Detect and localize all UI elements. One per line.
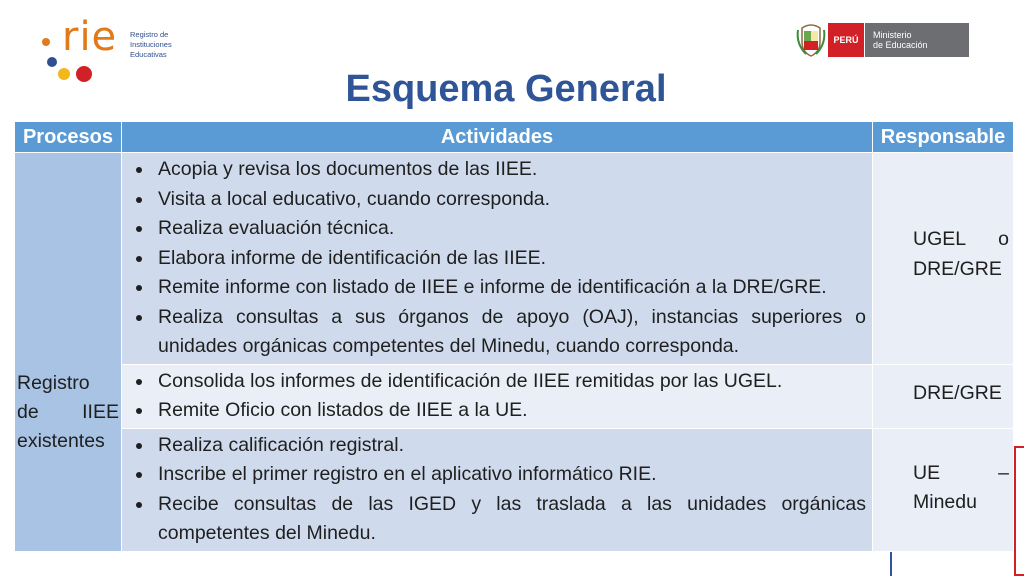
list-item: • Remite Oficio con listados de IIEE a la UE. <box>154 396 866 426</box>
rie-logo-text: rie <box>62 14 118 60</box>
responsible-cell <box>873 428 1014 551</box>
activities-cell <box>122 428 873 551</box>
responsible-line: DRE/GRE <box>913 257 1002 280</box>
process-line: Registro <box>17 372 90 395</box>
activities-cell <box>122 364 873 428</box>
list-item: • Remite informe con listado de IIEE e informe de identificación a la DRE/GRE. <box>154 273 866 303</box>
process-table <box>14 121 1014 552</box>
activities-cell <box>122 153 873 365</box>
table-header-row <box>15 122 1014 153</box>
table-row <box>15 364 1014 428</box>
responsible-line: UE – <box>913 461 1009 484</box>
peru-badge: PERÚ <box>828 23 864 57</box>
ministry-name: Ministerio de Educación <box>865 23 969 57</box>
responsible-line: DRE/GRE <box>913 381 1002 404</box>
table-row <box>15 428 1014 551</box>
header-procesos: Procesos <box>15 122 122 153</box>
coat-of-arms-icon <box>796 22 826 58</box>
header-actividades: Actividades <box>122 122 873 153</box>
list-item: • Consolida los informes de identificación de IIEE remitidas por las UGEL. <box>154 367 866 397</box>
list-item: • Inscribe el primer registro en el aplicativo informático RIE. <box>154 460 866 490</box>
list-item: • Realiza consultas a sus órganos de apoyo (OAJ), instancias superiores o unidades orgánicas competentes del Minedu, cuando corresponda. <box>154 303 866 362</box>
process-line: de IIEE <box>17 401 119 424</box>
responsible-cell <box>873 364 1014 428</box>
responsible-cell <box>873 153 1014 365</box>
ministry-logo <box>796 22 969 58</box>
list-item: • Elabora informe de identificación de las IIEE. <box>154 244 866 274</box>
process-line: existentes <box>17 430 105 453</box>
table-row <box>15 153 1014 365</box>
rie-logo-subtitle: Registro de Instituciones Educativas <box>130 30 172 59</box>
decorative-frame-red <box>1014 446 1024 576</box>
list-item: • Acopia y revisa los documentos de las IIEE. <box>154 155 866 185</box>
list-item: • Visita a local educativo, cuando corresponda. <box>154 185 866 215</box>
process-cell <box>15 153 122 552</box>
responsible-line: UGEL o <box>913 228 1009 250</box>
list-item: • Recibe consultas de las IGED y las traslada a las unidades orgánicas competentes del Minedu. <box>154 490 866 549</box>
responsible-line: Minedu <box>913 491 977 513</box>
page-title: Esquema General <box>345 68 667 110</box>
list-item: • Realiza evaluación técnica. <box>154 214 866 244</box>
header-responsable: Responsable <box>873 122 1014 153</box>
list-item: • Realiza calificación registral. <box>154 431 866 461</box>
